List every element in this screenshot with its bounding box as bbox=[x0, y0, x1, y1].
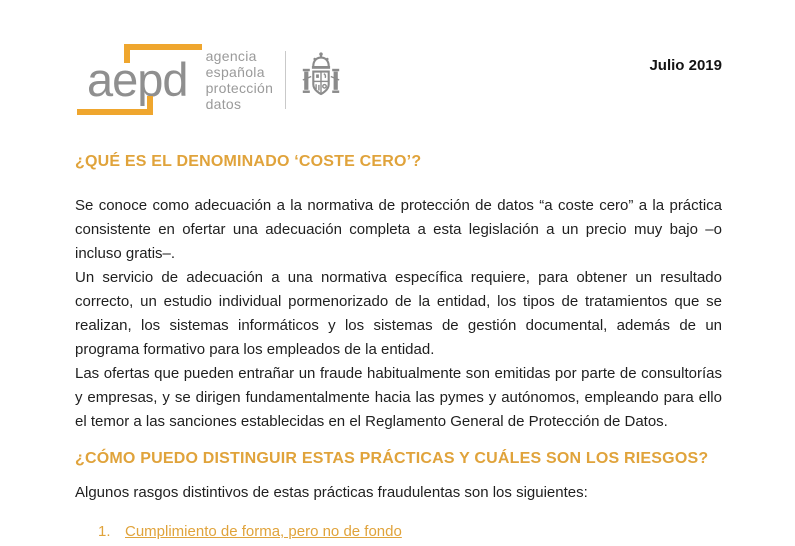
tagline-line: española bbox=[205, 63, 265, 80]
aepd-wordmark bbox=[85, 44, 196, 115]
list-item bbox=[75, 520, 722, 544]
logo-divider bbox=[285, 51, 286, 109]
logo-bracket-top-icon bbox=[124, 44, 202, 63]
section-heading-distinguir-practicas: ¿CÓMO PUEDO DISTINGUIR ESTAS PRÁCTICAS Y CUÁLES SON LOS RIESGOS? bbox=[75, 450, 709, 467]
tagline-line: protección bbox=[205, 79, 274, 96]
tagline-line: agencia bbox=[205, 47, 257, 64]
aepd-logo bbox=[85, 44, 342, 115]
fraud-traits-list bbox=[75, 520, 722, 544]
spain-coat-of-arms-icon bbox=[300, 50, 342, 110]
page-header bbox=[0, 0, 795, 120]
aepd-tagline bbox=[206, 48, 274, 112]
paragraph: Un servicio de adecuación a una normativa específica requiere, para obtener un resultado correcto, un estudio individual pormenorizado de la entidad, los tipos de tratamientos que se realizan, los sistemas informáticos y los sistemas de gestión documental, además de un programa formativo para los empleados de la entidad. bbox=[75, 269, 722, 358]
document-content bbox=[0, 152, 795, 544]
paragraph: Se conoce como adecuación a la normativa de protección de datos “a coste cero” a la práctica consistente en ofertar una adecuación completa a esta legislación a un precio muy bajo –o incluso gratis–. bbox=[75, 197, 722, 262]
list-item-link[interactable]: Cumplimiento de forma, pero no de fondo bbox=[125, 523, 402, 540]
logo-bracket-bottom-icon bbox=[77, 96, 153, 115]
list-item-number: 1. bbox=[98, 523, 111, 540]
paragraph: Las ofertas que pueden entrañar un fraude habitualmente son emitidas por parte de consultorías y empresas, y se dirigen fundamentalmente hacia las pymes y autónomos, empleando para ello el temor a las sanciones establecidas en el Reglamento General de Protección de Datos. bbox=[75, 365, 722, 430]
document-date: Julio 2019 bbox=[649, 57, 722, 74]
list-intro: Algunos rasgos distintivos de estas prácticas fraudulentas son los siguientes: bbox=[75, 484, 588, 501]
section-heading-coste-cero: ¿QUÉ ES EL DENOMINADO ‘COSTE CERO’? bbox=[75, 153, 422, 170]
tagline-line: datos bbox=[205, 95, 242, 112]
aepd-wordmark-text: aepd bbox=[87, 53, 188, 106]
section-body-coste-cero bbox=[75, 194, 722, 434]
